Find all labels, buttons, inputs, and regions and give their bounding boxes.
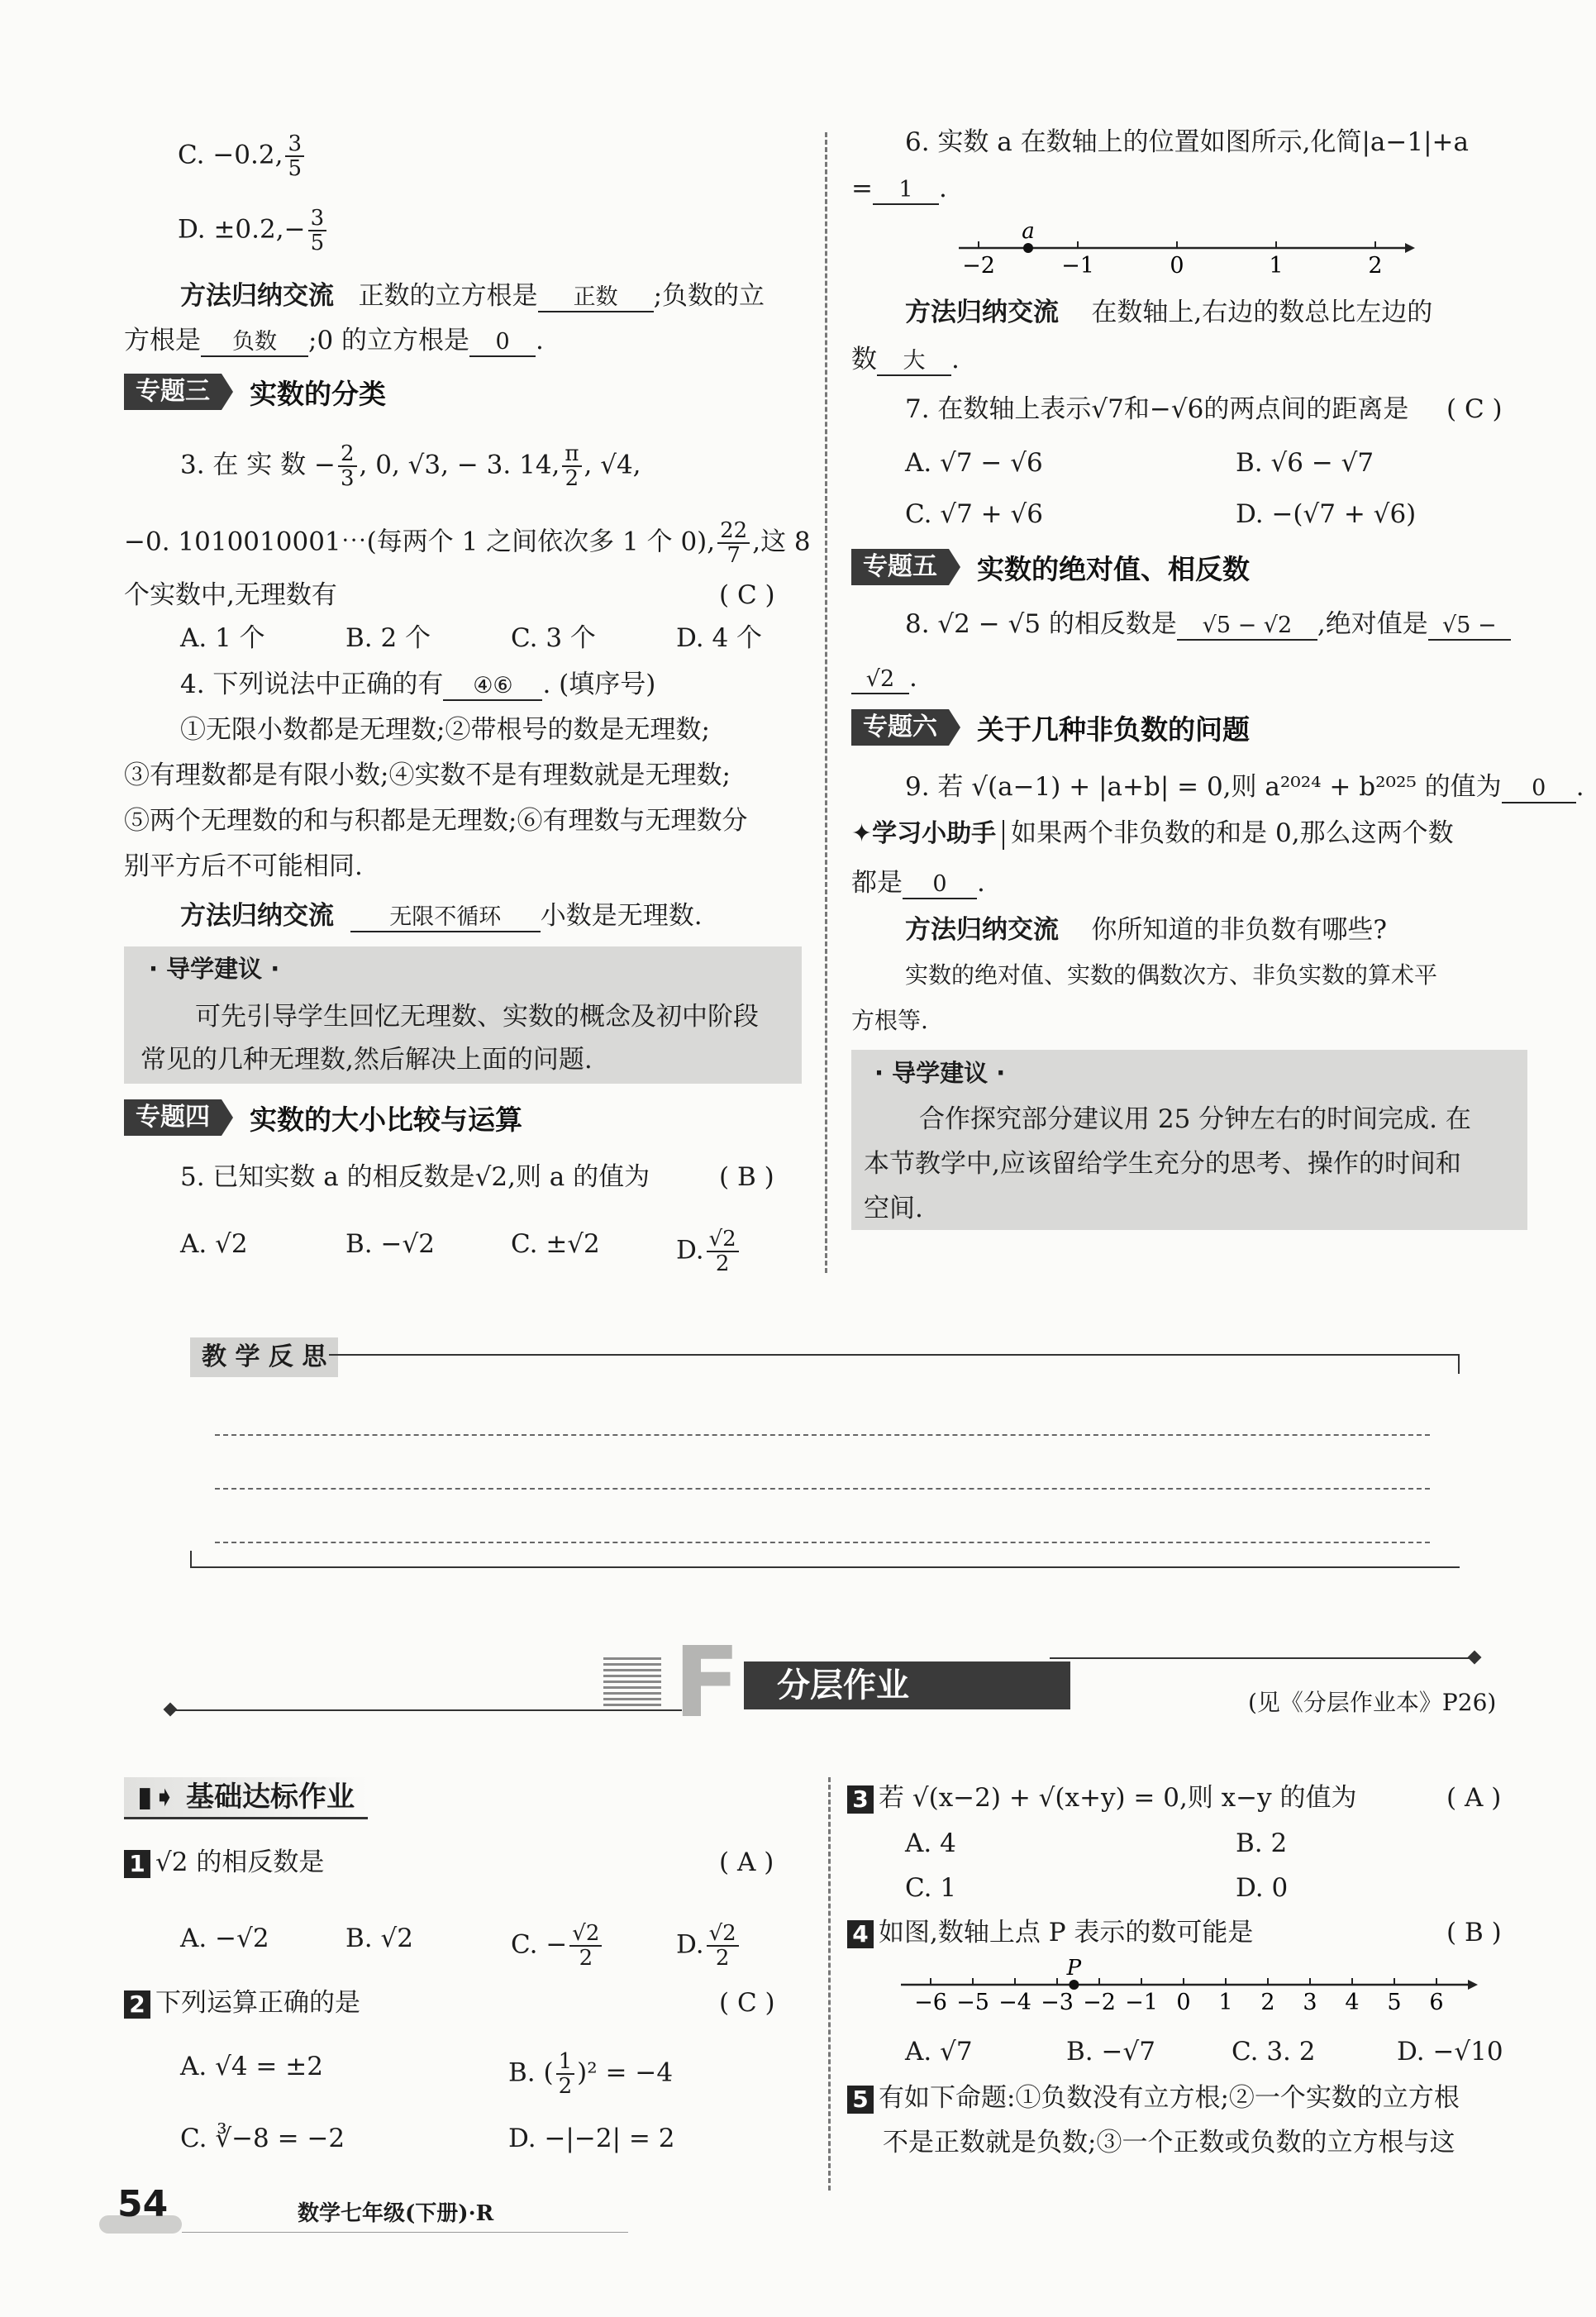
reflection-bottom-rule bbox=[190, 1566, 1460, 1568]
h1-option-d: D. $\frac{√2}{2}$ bbox=[676, 1922, 741, 1970]
h3-answer: ( A ) bbox=[1446, 1783, 1502, 1813]
h2-option-d: D. −|−2| = 2 bbox=[508, 2124, 675, 2153]
arrow-right-icon: ▮➧ bbox=[137, 1781, 177, 1814]
h4-number-line-tick-label: 4 bbox=[1345, 1990, 1360, 2015]
h4-number-line-tick-label: −1 bbox=[1125, 1990, 1158, 2015]
q6-line-2: = 1 . bbox=[851, 174, 947, 203]
guide-2-line-3: 空间. bbox=[864, 1194, 923, 1223]
method-4-answer-1: 实数的绝对值、实数的偶数次方、非负实数的算术平 bbox=[905, 961, 1438, 989]
h4-number-line bbox=[901, 1955, 1479, 2021]
q4-text-3: ⑤两个无理数的和与积都是无理数;⑥有理数与无理数分 bbox=[124, 806, 748, 836]
q6-number-line-point bbox=[1023, 243, 1033, 253]
q5-option-d: D. $\frac{√2}{2}$ bbox=[676, 1228, 741, 1275]
column-divider bbox=[825, 132, 827, 1273]
book-title: 数学七年级(下册)·R bbox=[298, 2201, 494, 2226]
q5-option-c: C. ±√2 bbox=[511, 1229, 600, 1259]
q6-number-line-point-label: a bbox=[1022, 219, 1035, 244]
answer-blank: √2 bbox=[851, 666, 909, 694]
banner-rule-left bbox=[169, 1709, 682, 1711]
banner-rule-right bbox=[1050, 1657, 1471, 1659]
h3-option-b: B. 2 bbox=[1236, 1828, 1288, 1858]
reflection-top-rule bbox=[329, 1354, 1460, 1356]
method-summary-2: 方法归纳交流 无限不循环 小数是无理数. bbox=[180, 901, 703, 931]
method-summary-1: 方法归纳交流 正数的立方根是 正数 ;负数的立 bbox=[180, 281, 765, 311]
q7-option-a: A. √7 − √6 bbox=[905, 448, 1043, 478]
q3-option-c: C. 3 个 bbox=[511, 623, 596, 653]
h4-number-line-tick-label: −2 bbox=[1083, 1990, 1116, 2015]
q7-text: 7. 在数轴上表示√7和−√6的两点间的距离是 bbox=[905, 394, 1409, 424]
h5-line-1: 5 有如下命题:①负数没有立方根;②一个实数的立方根 bbox=[847, 2081, 1460, 2114]
q3-option-a: A. 1 个 bbox=[180, 623, 265, 653]
q2-option-d: D. ±0.2,− $\frac{3}{5}$ bbox=[178, 207, 329, 255]
answer-blank: ④⑥ bbox=[443, 673, 542, 701]
h4-answer: ( B ) bbox=[1446, 1918, 1502, 1948]
h4-number-line-point-label: P bbox=[1066, 1956, 1082, 1981]
q4-text-2: ③有理数都是有限小数;④实数不是有理数就是无理数; bbox=[124, 760, 731, 790]
h4-number-line-tick-label: 3 bbox=[1303, 1990, 1317, 2015]
column-divider bbox=[828, 1777, 831, 2191]
q7-option-d: D. −(√7 + √6) bbox=[1236, 499, 1417, 529]
q3-option-d: D. 4 个 bbox=[676, 623, 763, 653]
reflection-title: 教 学 反 思 bbox=[190, 1337, 338, 1377]
guide-2-line-2: 本节教学中,应该留给学生充分的思考、操作的时间和 bbox=[864, 1149, 1461, 1179]
h1-text: 1 √2 的相反数是 bbox=[124, 1846, 324, 1879]
h3-text: 3 若 √(x−2) + √(x+y) = 0,则 x−y 的值为 bbox=[847, 1781, 1357, 1814]
h1-option-c: C. − $\frac{√2}{2}$ bbox=[511, 1922, 604, 1970]
guide-1-title: · 导学建议 · bbox=[149, 955, 280, 983]
q6-number-line bbox=[959, 217, 1422, 283]
reflection-line-2 bbox=[215, 1488, 1430, 1490]
banner-title: 分层作业 bbox=[744, 1661, 1070, 1709]
h4-number-line-point bbox=[1069, 1980, 1079, 1990]
method-summary-4: 方法归纳交流 你所知道的非负数有哪些? bbox=[905, 915, 1388, 945]
guide-1-line-2: 常见的几种无理数,然后解决上面的问题. bbox=[141, 1045, 593, 1075]
answer-blank: 1 bbox=[873, 177, 939, 205]
answer-blank: 负数 bbox=[201, 329, 308, 357]
q5-answer: ( B ) bbox=[719, 1162, 774, 1192]
q4-line-1: 4. 下列说法中正确的有 ④⑥ . (填序号) bbox=[180, 670, 656, 699]
h4-option-b: B. −√7 bbox=[1066, 2037, 1155, 2067]
method-summary-1-cont: 方根是 负数 ;0 的立方根是 0 . bbox=[124, 326, 544, 355]
topic-5-header: 专题五 实数的绝对值、相反数 bbox=[851, 549, 1250, 585]
reflection-line-1 bbox=[215, 1434, 1430, 1436]
q2-option-c: C. −0.2, $\frac{3}{5}$ bbox=[178, 132, 307, 180]
h4-number-line-tick-label: −6 bbox=[914, 1990, 947, 2015]
h4-number-line-tick-label: −4 bbox=[998, 1990, 1031, 2015]
q5-text: 5. 已知实数 a 的相反数是√2,则 a 的值为 bbox=[180, 1162, 650, 1192]
h4-number-line-tick-label: 6 bbox=[1429, 1990, 1444, 2015]
h1-option-a: A. −√2 bbox=[180, 1924, 269, 1953]
learning-helper: ✦学习小助手 如果两个非负数的和是 0,那么这两个数 bbox=[851, 818, 1454, 848]
diamond-icon bbox=[164, 1703, 178, 1717]
h3-option-a: A. 4 bbox=[905, 1828, 956, 1858]
q5-option-b: B. −√2 bbox=[345, 1229, 435, 1259]
h4-number-line-tick-label: 5 bbox=[1387, 1990, 1402, 2015]
answer-blank: 0 bbox=[903, 871, 977, 899]
h4-option-a: A. √7 bbox=[905, 2037, 973, 2067]
learning-helper-cont: 都是 0 . bbox=[851, 868, 985, 898]
h4-text: 4 如图,数轴上点 P 表示的数可能是 bbox=[847, 1916, 1253, 1949]
q3-option-b: B. 2 个 bbox=[345, 623, 431, 653]
h1-answer: ( A ) bbox=[719, 1847, 774, 1877]
q8-line-2: √2 . bbox=[851, 661, 917, 694]
h4-option-c: C. 3. 2 bbox=[1232, 2037, 1316, 2067]
q7-option-b: B. √6 − √7 bbox=[1236, 448, 1374, 478]
basic-homework-title: ▮➧ 基础达标作业 bbox=[124, 1777, 368, 1819]
h2-option-a: A. √4 = ±2 bbox=[180, 2052, 323, 2081]
method-summary-3-cont: 数 大 . bbox=[851, 345, 960, 374]
answer-blank: 0 bbox=[469, 329, 536, 357]
fraction: $\frac{3}{5}$ bbox=[285, 132, 304, 180]
q4-text-4: 别平方后不可能相同. bbox=[124, 851, 363, 881]
helper-label: ✦学习小助手 bbox=[851, 819, 997, 848]
q6-number-line-tick-label: −2 bbox=[962, 253, 995, 279]
q6-number-line-tick-label: 2 bbox=[1368, 253, 1383, 279]
q7-option-c: C. √7 + √6 bbox=[905, 499, 1043, 529]
h4-number-line-tick-label: 2 bbox=[1260, 1990, 1275, 2015]
guide-2-title: · 导学建议 · bbox=[874, 1059, 1006, 1087]
topic-4-header: 专题四 实数的大小比较与运算 bbox=[124, 1099, 522, 1136]
diamond-icon: ✦ bbox=[851, 819, 873, 848]
h4-number-line-tick-label: −5 bbox=[956, 1990, 989, 2015]
q3-answer: ( C ) bbox=[719, 580, 775, 610]
q7-answer: ( C ) bbox=[1446, 394, 1503, 424]
q3-line-2: −0. 1010010001⋯(每两个 1 之间依次多 1 个 0), $\frac{22}{7}$ ,这 8 bbox=[124, 518, 811, 568]
fraction: $\frac{3}{5}$ bbox=[308, 207, 327, 255]
reflection-line-3 bbox=[215, 1542, 1430, 1543]
banner-letter: F bbox=[674, 1625, 741, 1739]
h2-option-b: B. ( $\frac{1}{2}$ )² = −4 bbox=[508, 2049, 674, 2099]
q6-number-line-tick-label: 0 bbox=[1170, 253, 1184, 279]
topic-6-header: 专题六 关于几种非负数的问题 bbox=[851, 709, 1250, 746]
h3-option-c: C. 1 bbox=[905, 1873, 957, 1903]
answer-blank: 0 bbox=[1502, 775, 1576, 803]
h4-number-line-tick-label: −3 bbox=[1041, 1990, 1074, 2015]
q3-line-1: 3. 在 实 数 − $\frac{2}{3}$ , 0, √3, − 3. 14, $\frac{\pi}{2}$ , √4, bbox=[180, 441, 641, 491]
answer-blank: √5 − bbox=[1428, 613, 1511, 641]
h4-number-line-tick-label: 0 bbox=[1176, 1990, 1191, 2015]
method-4-answer-2: 方根等. bbox=[851, 1007, 928, 1034]
q4-text-1: ①无限小数都是无理数;②带根号的数是无理数; bbox=[180, 715, 710, 745]
page-number: 54 bbox=[117, 2183, 169, 2225]
method-summary-3: 方法归纳交流 在数轴上,右边的数总比左边的 bbox=[905, 298, 1433, 327]
topic-3-header: 专题三 实数的分类 bbox=[124, 374, 386, 410]
guide-1-line-1: 可先引导学生回忆无理数、实数的概念及初中阶段 bbox=[195, 1002, 759, 1032]
q6-line-1: 6. 实数 a 在数轴上的位置如图所示,化简|a−1|+a bbox=[905, 127, 1469, 157]
answer-blank: 无限不循环 bbox=[350, 904, 541, 932]
h4-number-line-tick-label: 1 bbox=[1218, 1990, 1233, 2015]
answer-blank: 正数 bbox=[538, 284, 654, 312]
q5-option-a: A. √2 bbox=[180, 1229, 248, 1259]
h4-option-d: D. −√10 bbox=[1397, 2037, 1503, 2067]
diamond-icon bbox=[1468, 1651, 1482, 1665]
h1-option-b: B. √2 bbox=[345, 1924, 413, 1953]
q8-line-1: 8. √2 − √5 的相反数是 √5 − √2 ,绝对值是 √5 − bbox=[905, 608, 1511, 641]
answer-blank: √5 − √2 bbox=[1177, 613, 1317, 641]
q6-number-line-tick-label: 1 bbox=[1269, 253, 1284, 279]
guide-2-line-1: 合作探究部分建议用 25 分钟左右的时间完成. 在 bbox=[919, 1104, 1471, 1134]
h2-option-c: C. ∛−8 = −2 bbox=[180, 2124, 345, 2153]
h3-option-d: D. 0 bbox=[1236, 1873, 1289, 1903]
h2-answer: ( C ) bbox=[719, 1988, 775, 2018]
q9-text: 9. 若 √(a−1) + |a+b| = 0,则 a²⁰²⁴ + b²⁰²⁵ 的值为 0 . bbox=[905, 772, 1584, 802]
q6-number-line-tick-label: −1 bbox=[1061, 253, 1094, 279]
homework-reference: (见《分层作业本》P26) bbox=[1248, 1689, 1497, 1716]
h2-text: 2 下列运算正确的是 bbox=[124, 1986, 360, 2019]
answer-blank: 大 bbox=[877, 348, 951, 376]
q3-line-3: 个实数中,无理数有 bbox=[124, 580, 337, 610]
h5-line-2: 不是正数就是负数;③一个正数或负数的立方根与这 bbox=[883, 2128, 1455, 2157]
